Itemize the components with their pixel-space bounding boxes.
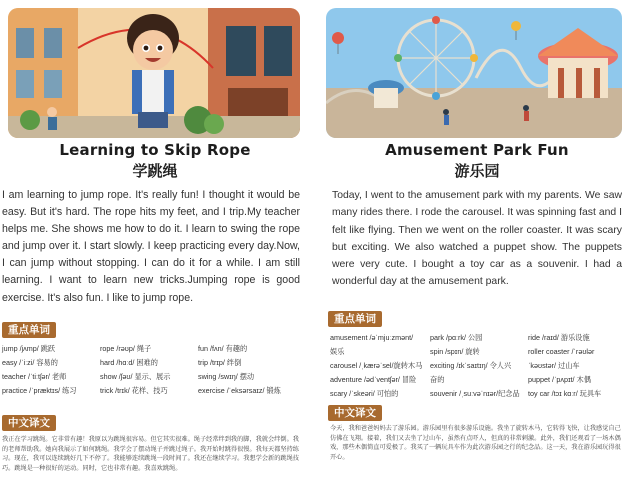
vocab-label: 重点单词 (2, 322, 56, 338)
left-story-column (0, 0, 310, 501)
vocab-item: adventure /ədˈventʃər/ 冒险 (330, 375, 417, 384)
vocab-item: hard /hɑːd/ 困难的 (100, 358, 158, 367)
vocab-item: carousel /ˌkærəˈsel/旋转木马 (330, 361, 423, 370)
story-text: Today, I went to the amusement park with my parents. We saw many rides there. I rode the carousel. It was spinning fast and I felt like flying. Then we went on the roller coaster. It was scary but exciting. We also watched a puppet show. The puppets were very cute. I bought a toy car as a souvenir. I had a wonderful day at the amusement park. (332, 190, 622, 288)
story-title-english: Amusement Park Fun (385, 141, 569, 159)
vocab-item: roller coaster /ˈrəʊlər (528, 347, 595, 356)
vocab-item: park /pɑːrk/ 公园 (430, 333, 483, 342)
story-title-chinese: 学跳绳 (132, 162, 178, 180)
vocab-item: spin /spɪn/ 旋转 (430, 347, 480, 356)
story-text: I am learning to jump rope. It's really fun! I thought it would be easy. But it's hard. The rope hits my feet, and I trip.My teacher helps me. She shows me how to do it. I learn to swing the rope and jump over it. I start slowly. I keep practicing every day.Now, I can jump without stopping. I can do it for a while. I am still learning. I want to learn new tricks.Jumping rope is good exercise. It's also fun. I like to jump rope. (2, 189, 300, 304)
vocab-item: fun /fʌn/ 有趣的 (198, 344, 248, 353)
vocab-item: practice /ˈpræktɪs/ 练习 (2, 386, 77, 395)
vocab-item: scary /ˈskeəri/ 可怕的 (330, 389, 399, 398)
vocab-item: toy car /tɔɪ kɑːr/ 玩具车 (528, 389, 602, 398)
amusement-park-illustration-image (326, 8, 622, 138)
vocab-item: teacher /ˈtiːtʃər/ 老师 (2, 372, 67, 381)
vocab-item: exercise /ˈeksərsaɪz/ 锻炼 (198, 386, 281, 395)
vocab-item: rope /rəʊp/ 绳子 (100, 344, 152, 353)
translation-text: 今天，我和爸爸妈妈去了游乐园。游乐园里有很多游乐设施。我坐了旋转木马，它转得飞快，让我感觉自己仿佛在飞翔。接着，我们又去坐了过山车，虽然有点吓人，但真的非常刺激。此外，我们还观看了一场木偶戏，那些木偶简直可爱极了。我买了一辆玩具车作为此次游乐园之行的纪念品。这一天，我在游乐园玩得很开心。 (330, 425, 621, 461)
vocab-item: jump /jʌmp/ 跳跃 (2, 344, 56, 353)
vocab-item: puppet /ˈpʌpɪt/ 木偶 (528, 375, 591, 384)
translation-label: 中文译文 (328, 405, 382, 421)
skip-rope-illustration-image (8, 8, 300, 138)
vocab-item: swing /swɪŋ/ 摆动 (198, 372, 255, 381)
vocab-item: ˈkəʊstər/ 过山车 (528, 361, 580, 370)
vocab-item: ride /raɪd/ 游乐设施 (528, 333, 590, 342)
right-story-column (322, 0, 632, 501)
translation-text: 我正在学习跳绳。它非常有趣！我原以为跳绳很容易。但它其实很难。绳子经常绊到我的脚，我就会绊倒。我的老师帮助我。她向我展示了如何跳绳。我学会了摆动绳子并跳过绳子。我开始时跳得很慢。我每天都坚持练习。现在，我可以连续跳好几下不停了。我能够连续跳绳一段时间了。我还在继续学习。我想学会新的跳绳技巧。跳绳是一种很好的运动。同时，它也非常有趣。我喜欢跳绳。 (2, 436, 299, 472)
vocab-item: amusement /əˈmjuːzmənt/ (330, 333, 414, 342)
vocab-item: 娱乐 (330, 347, 345, 356)
vocab-list (330, 330, 632, 402)
vocab-item: show /ʃəʊ/ 显示、展示 (100, 372, 171, 381)
vocab-item: 奋的 (430, 375, 445, 384)
vocab-item: trip /trɪp/ 绊倒 (198, 358, 242, 367)
translation-label: 中文译文 (2, 415, 56, 431)
vocab-list (2, 341, 302, 401)
vocab-label: 重点单词 (328, 311, 382, 327)
story-title-chinese: 游乐园 (454, 162, 500, 180)
vocab-item: trick /trɪk/ 花样、技巧 (100, 386, 168, 395)
vocab-item: easy /ˈiːzi/ 容易的 (2, 358, 58, 367)
vocab-item: exciting /ɪkˈsaɪtɪŋ/ 令人兴 (430, 361, 512, 370)
amusement-park-illustration (326, 8, 622, 138)
skip-rope-illustration (8, 8, 300, 138)
story-title-english: Learning to Skip Rope (59, 141, 251, 159)
vocab-item: souvenir /ˌsuːvəˈnɪər/纪念品 (430, 389, 520, 398)
